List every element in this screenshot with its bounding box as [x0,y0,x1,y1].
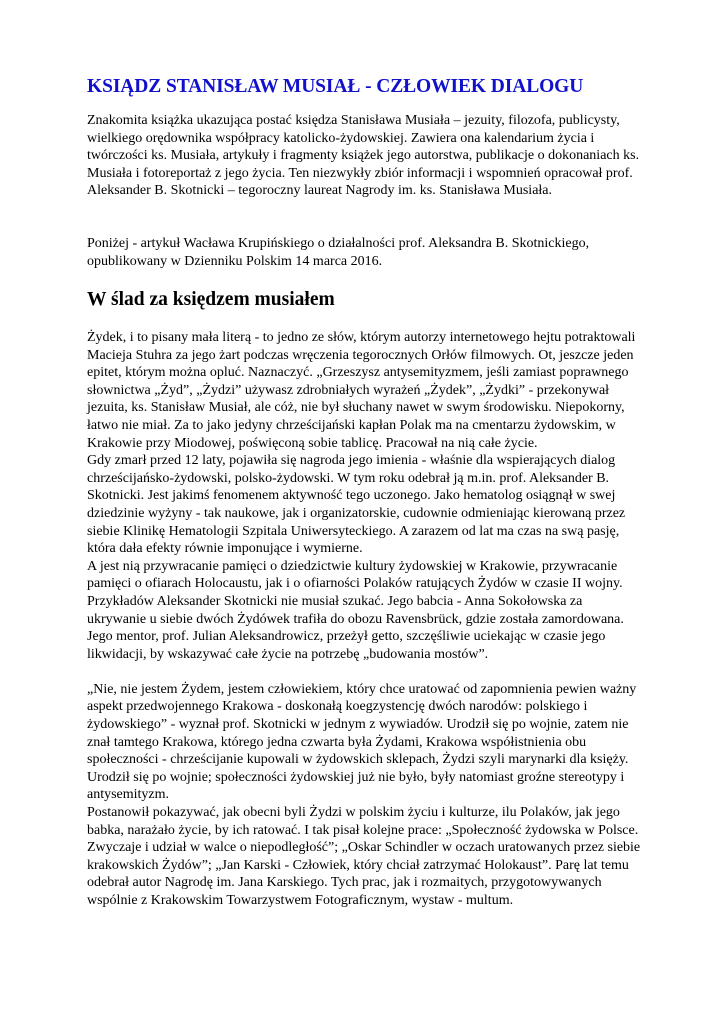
intro-paragraph: Poniżej - artykuł Wacława Krupińskiego o działalności prof. Aleksandra B. Skotnickiego, opublikowany w Dzienniku Polskim 14 marca 2016. [87,236,590,269]
article-heading: W ślad za księdzem musiałem [87,289,335,310]
article-paragraph: Gdy zmarł przed 12 laty, pojawiła się nagroda jego imienia - właśnie dla wspierających dialog chrześcijańsko-żydowski, polsko-żydowski. W tym roku odebrał ją m.in. prof. Aleksander B. Skotnicki. Jest jakimś fenomenem aktywność tego uczonego. Jako hematolog osiągnął w swej dziedzinie wyżyny - tak naukowe, jak i organizatorskie, cudownie odmieniając kierowaną przez siebie Klinikę Hematologii Szpitala Uniwersyteckiego. A zarazem od lat ma czas na swą pasję, która dała efekty równie imponujące i wymierne. [87,453,626,557]
article-paragraph: „Nie, nie jestem Żydem, jestem człowiekiem, który chce uratować od zapomnienia pewien ważny aspekt przedwojennego Krakowa - doskonałą koegzystencję dwóch narodów: polskiego i żydowskiego” - wyznał prof. Skotnicki w jednym z wywiadów. Urodził się po wojnie, zatem nie znał tamtego Krakowa, którego jedna czwarta była Żydami, Krakowa współistnienia obu społeczności - chrześcijanie kupowali w żydowskich sklepach, Żydzi szyli marynarki dla księży. Urodził się po wojnie; społeczności żydowskiej już nie było, były natomiast groźne stereotypy i antysemityzm. [87,681,637,803]
article-paragraph: A jest nią przywracanie pamięci o dziedzictwie kultury żydowskiej w Krakowie, przywracanie pamięci o ofiarach Holocaustu, jak i o ofiarności Polaków ratujących Żydów w czasie II wojny. Przykładów Aleksander Skotnicki nie musiał szukać. Jego babcia - Anna Sokołowska za ukrywanie u siebie dwóch Żydówek trafiła do obozu Ravensbrück, gdzie została zamordowana. Jego mentor, prof. Julian Aleksandrowicz, przeżył getto, szczęśliwie uciekając w czasie jego likwidacji, by wskazywać całe życie na potrzebę „budowania mostów”. [87,558,624,662]
article-body [87,329,643,910]
article-paragraph: Postanowił pokazywać, jak obecni byli Żydzi w polskim życiu i kulturze, ilu Polaków, jak jego babka, narażało życie, by ich ratować. I tak pisał kolejne prace: „Społeczność żydowska w Polsce. Zwyczaje i udział w walce o niepodległość”; „Oskar Schindler w oczach uratowanych przez siebie krakowskich Żydów”; „Jan Karski - Człowiek, który chciał zatrzymać Holokaust”. Parę lat temu odebrał autor Nagrodę im. Jana Karskiego. Tych prac, jak i rozmaitych, przygotowywanych wspólnie z Krakowskim Towarzystwem Fotograficznym, wystaw - multum. [87,805,641,908]
article-paragraph: Żydek, i to pisany mała literą - to jedno ze słów, którym autorzy internetowego hejtu potraktowali Macieja Stuhra za jego żart podczas wręczenia tegorocznych Orłów filmowych. Ot, jeszcze jeden epitet, którym można opluć. Naznaczyć. „Grzeszysz antysemityzmem, jeśli zamiast poprawnego słownictwa „Żyd”, „Żydzi” używasz zdrobniałych wyrażeń „Żydek”, „Żydki” - przekonywał jezuita, ks. Stanisław Musiał, ale cóż, nie był słuchany nawet w swym środowisku. Niepokorny, łatwo nie miał. Za to jako jedyny chrześcijański kapłan Polak ma na cmentarzu żydowskim, w Krakowie przy Miodowej, poświęconą sobie tablicę. Pracował na nią całe życie. [87,330,636,451]
document-page [87,74,643,908]
intro-paragraph: Znakomita książka ukazująca postać księdza Stanisława Musiała – jezuity, filozofa, publicysty, wielkiego orędownika współpracy katolicko-żydowskiej. Zawiera ona kalendarium życia i twórczości ks. Musiała, artykuły i fragmenty książek jego autorstwa, publikacje o dokonaniach ks. Musiała i fotoreportaż z jego życia. Ten niezwykły zbiór informacji i wspomnień opracował prof. Aleksander B. Skotnicki – tegoroczny laureat Nagrody im. ks. Stanisława Musiała. [87,113,640,199]
document-title: KSIĄDZ STANISŁAW MUSIAŁ - CZŁOWIEK DIALOGU [87,76,584,97]
